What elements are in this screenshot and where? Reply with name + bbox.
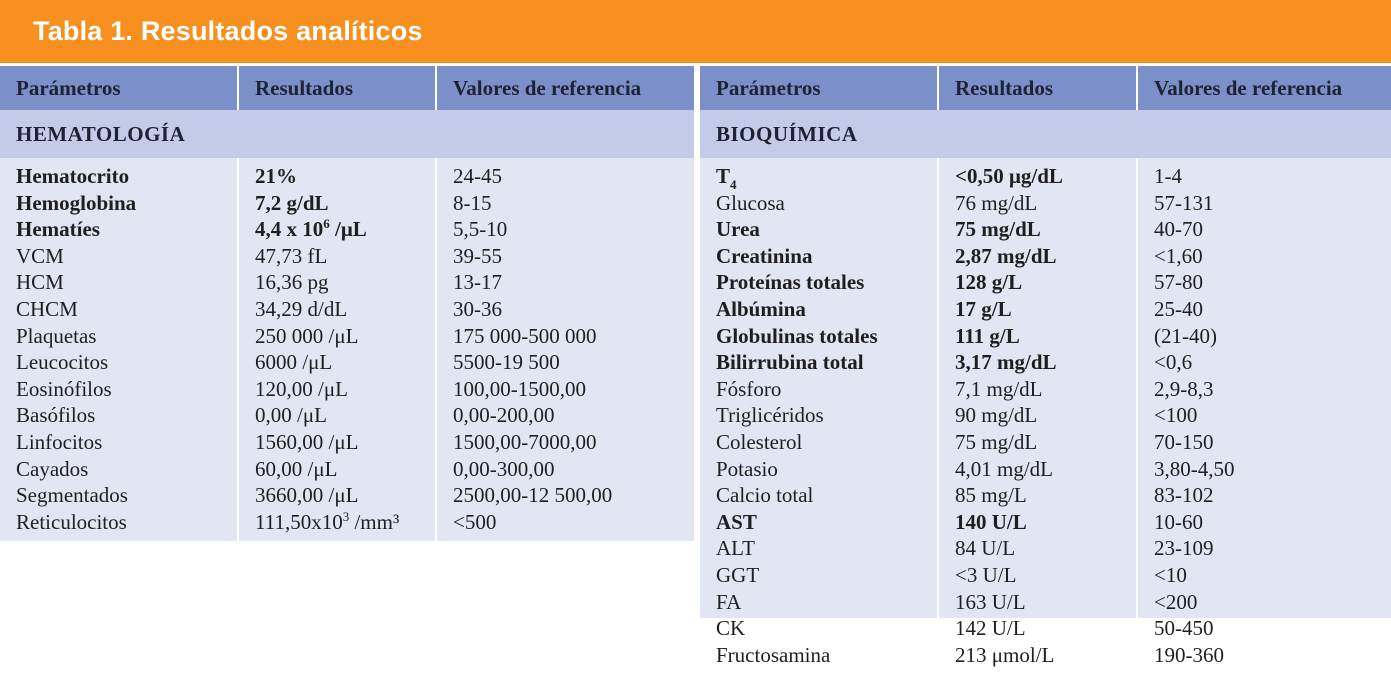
parameter-cell: Eosinófilos	[16, 376, 112, 401]
reference-cell: 40-70	[1154, 217, 1203, 242]
result-cell: 47,73 fL	[255, 243, 328, 268]
parameter-cell: Albúmina	[716, 296, 806, 321]
parameter-cell: Basófilos	[16, 403, 96, 428]
result-cell: 17 g/L	[955, 296, 1012, 321]
parameter-cell: Leucocitos	[16, 350, 109, 375]
reference-column	[435, 158, 694, 541]
result-cell: 85 mg/L	[955, 483, 1027, 508]
parameter-cell: Bilirrubina total	[716, 350, 864, 375]
result-unit: /mm³	[349, 509, 400, 534]
result-unit: /μL	[329, 217, 367, 242]
parameter-cell: Linfocitos	[16, 429, 103, 454]
reference-cell: 190-360	[1154, 642, 1224, 667]
biochemistry-panel	[700, 66, 1391, 667]
reference-cell: 25-40	[1154, 296, 1203, 321]
parameter-cell: Proteínas totales	[716, 270, 865, 295]
parameter-cell: VCM	[16, 243, 64, 268]
result-text: 4,4 x 10	[255, 217, 324, 242]
parameter-subscript: 4	[730, 177, 737, 192]
result-cell: 76 mg/dL	[955, 190, 1038, 215]
result-cell	[255, 216, 435, 243]
result-cell: 3,17 mg/dL	[955, 350, 1057, 375]
parameter-cell: Calcio total	[716, 483, 814, 508]
result-cell: 128 g/L	[955, 270, 1023, 295]
result-cell: 1560,00 /μL	[255, 429, 359, 454]
reference-cell: <10	[1154, 562, 1187, 587]
parameter-text: T	[716, 164, 731, 188]
biochemistry-body	[700, 158, 1391, 667]
result-cell: 21%	[255, 164, 297, 188]
result-cell: 16,36 pg	[255, 270, 329, 295]
header-parameters: Parámetros	[16, 75, 121, 100]
result-cell: 111 g/L	[955, 323, 1020, 348]
result-cell: 34,29 d/dL	[255, 296, 348, 321]
result-cell: 0,00 /μL	[255, 403, 327, 428]
reference-cell: 2,9-8,3	[1154, 376, 1214, 401]
reference-cell: <100	[1154, 403, 1198, 428]
result-cell: 90 mg/dL	[955, 403, 1038, 428]
parameter-column	[0, 158, 237, 541]
parameter-cell: Fósforo	[716, 376, 782, 401]
result-column	[937, 158, 1136, 667]
result-cell: 7,2 g/dL	[255, 190, 329, 215]
reference-cell: 50-450	[1154, 616, 1214, 641]
section-title-hematology: HEMATOLOGÍA	[0, 110, 694, 158]
parameter-cell: Globulinas totales	[716, 323, 878, 348]
reference-cell: 39-55	[453, 243, 502, 268]
reference-cell: 57-80	[1154, 270, 1203, 295]
reference-cell: 1500,00-7000,00	[453, 429, 597, 454]
reference-cell: 0,00-300,00	[453, 456, 555, 481]
parameter-column	[700, 158, 937, 667]
reference-cell: 0,00-200,00	[453, 403, 555, 428]
header-reference: Valores de referencia	[435, 66, 694, 110]
hematology-panel	[0, 66, 694, 541]
section-title-biochemistry: BIOQUÍMICA	[700, 110, 1391, 158]
result-cell: 140 U/L	[955, 509, 1027, 534]
reference-cell: 8-15	[453, 190, 492, 215]
result-cell: 213 μmol/L	[955, 642, 1055, 667]
header-parameters: Parámetros	[716, 75, 821, 100]
reference-column	[1136, 158, 1391, 667]
reference-cell: <500	[453, 509, 497, 534]
hematology-body	[0, 158, 694, 541]
result-cell: 75 mg/dL	[955, 429, 1038, 454]
column-header-row	[700, 66, 1391, 110]
reference-cell: 83-102	[1154, 483, 1214, 508]
reference-cell: (21-40)	[1154, 323, 1217, 348]
result-cell: 84 U/L	[955, 536, 1016, 561]
reference-cell: 3,80-4,50	[1154, 456, 1235, 481]
result-column	[237, 158, 435, 541]
result-superscript: 6	[323, 216, 330, 232]
reference-cell: 5,5-10	[453, 217, 508, 242]
reference-cell: 57-131	[1154, 190, 1214, 215]
result-cell: 75 mg/dL	[955, 217, 1041, 242]
parameter-cell: FA	[716, 589, 742, 614]
reference-cell: 10-60	[1154, 509, 1203, 534]
table-title-bar	[0, 0, 1391, 63]
parameter-cell: Potasio	[716, 456, 778, 481]
parameter-cell: AST	[716, 509, 757, 534]
header-results: Resultados	[237, 66, 435, 110]
result-cell: <0,50 μg/dL	[955, 164, 1063, 188]
header-results: Resultados	[937, 66, 1136, 110]
reference-cell: 13-17	[453, 270, 502, 295]
parameter-cell: CK	[716, 616, 746, 641]
result-cell: 6000 /μL	[255, 350, 333, 375]
result-text: 111,50x10	[255, 509, 343, 534]
reference-cell: 175 000-500 000	[453, 323, 597, 348]
reference-cell: <1,60	[1154, 243, 1203, 268]
parameter-cell: Segmentados	[16, 483, 128, 508]
result-cell: 3660,00 /μL	[255, 483, 359, 508]
parameter-cell: ALT	[716, 536, 755, 561]
parameter-cell: Hemoglobina	[16, 190, 137, 215]
parameter-cell: Cayados	[16, 456, 89, 481]
reference-cell: 1-4	[1154, 164, 1182, 188]
parameter-cell: Colesterol	[716, 429, 803, 454]
result-cell: 120,00 /μL	[255, 376, 348, 401]
column-header-row	[0, 66, 694, 110]
parameter-cell: Reticulocitos	[16, 509, 127, 534]
result-cell: <3 U/L	[955, 562, 1017, 587]
reference-cell: 24-45	[453, 164, 502, 188]
parameter-cell: Hematocrito	[16, 164, 130, 188]
parameter-cell: CHCM	[16, 296, 78, 321]
result-superscript: 3	[342, 508, 350, 524]
result-cell: 7,1 mg/dL	[955, 376, 1043, 401]
table-title: Tabla 1. Resultados analíticos	[33, 16, 423, 46]
parameter-cell: GGT	[716, 562, 760, 587]
reference-cell: 23-109	[1154, 536, 1214, 561]
result-cell: 2,87 mg/dL	[955, 243, 1057, 268]
header-reference: Valores de referencia	[1136, 66, 1391, 110]
reference-cell: 30-36	[453, 296, 502, 321]
parameter-cell: Hematíes	[16, 217, 100, 242]
reference-cell: 70-150	[1154, 429, 1214, 454]
result-cell: 163 U/L	[955, 589, 1026, 614]
parameter-cell: Urea	[716, 217, 760, 242]
parameter-cell	[716, 163, 937, 190]
reference-cell: <200	[1154, 589, 1198, 614]
parameter-cell: Glucosa	[716, 190, 785, 215]
result-cell: 60,00 /μL	[255, 456, 338, 481]
parameter-cell: HCM	[16, 270, 64, 295]
result-cell: 250 000 /μL	[255, 323, 359, 348]
reference-cell: <0,6	[1154, 350, 1193, 375]
result-cell	[255, 509, 435, 536]
reference-cell: 2500,00-12 500,00	[453, 483, 613, 508]
parameter-cell: Triglicéridos	[716, 403, 824, 428]
result-cell: 4,01 mg/dL	[955, 456, 1053, 481]
parameter-cell: Fructosamina	[716, 642, 831, 667]
reference-cell: 5500-19 500	[453, 350, 560, 375]
parameter-cell: Plaquetas	[16, 323, 97, 348]
parameter-cell: Creatinina	[716, 243, 813, 268]
result-cell: 142 U/L	[955, 616, 1026, 641]
reference-cell: 100,00-1500,00	[453, 376, 586, 401]
